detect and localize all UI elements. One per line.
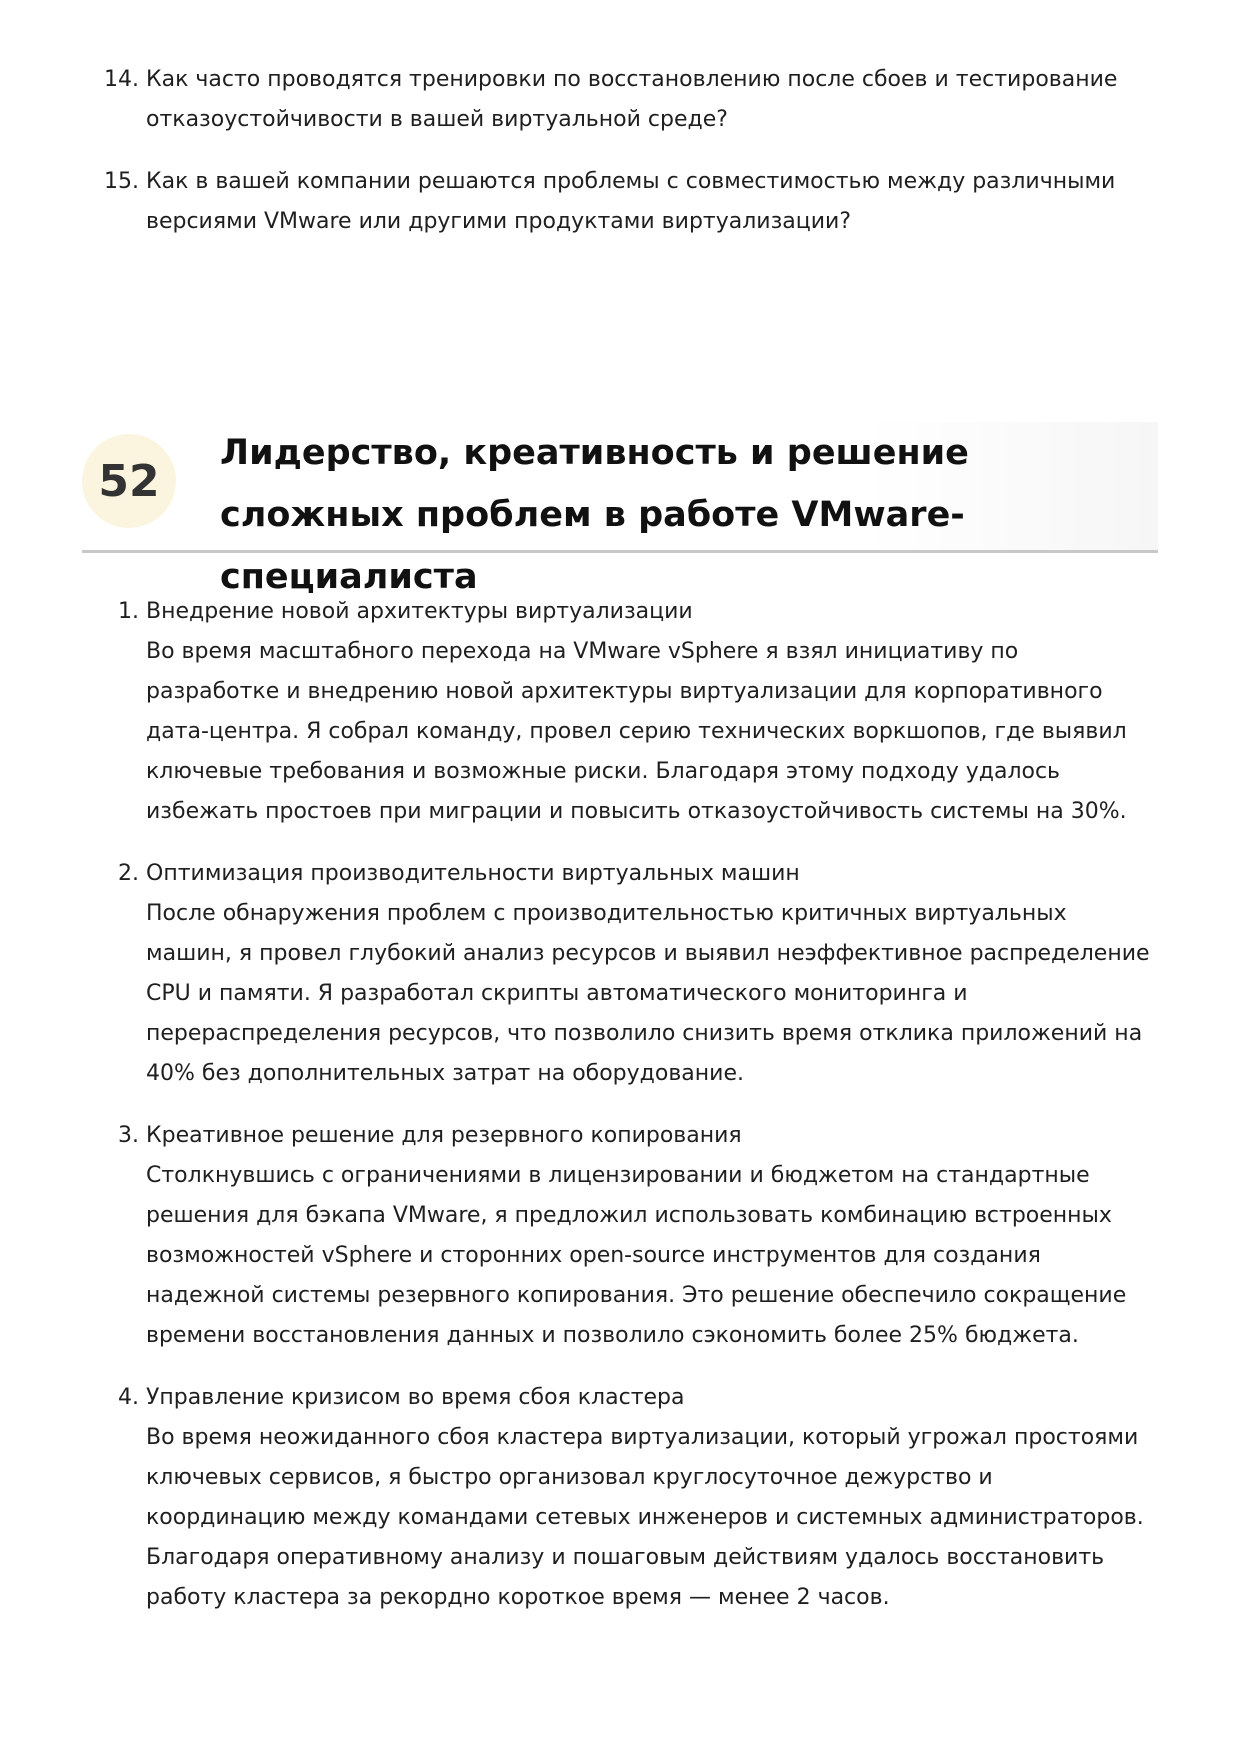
section-divider [82, 550, 1158, 553]
list-item [0, 60, 1136, 140]
answer-body: После обнаружения проблем с производительностью критичных виртуальных машин, я провел глубокий анализ ресурсов и выявил неэффективное распределение CPU и памяти. Я разработал скрипты автоматического мониторинга и перераспределения ресурсов, что позволило снизить время отклика приложений на 40% без дополнительных затрат на оборудование. [146, 901, 1150, 1086]
list-item [0, 592, 1156, 832]
answer-number: 4. [118, 1385, 139, 1410]
question-list [0, 60, 1239, 264]
answer-number: 2. [118, 861, 139, 886]
section-title: Лидерство, креативность и решение сложных проблем в работе VMware-специалиста [220, 433, 969, 597]
answer-title: Креативное решение для резервного копирования [146, 1123, 742, 1148]
list-item [0, 1116, 1156, 1356]
answer-title: Внедрение новой архитектуры виртуализации [146, 599, 693, 624]
section-header [82, 422, 1158, 597]
answer-body: Во время неожиданного сбоя кластера виртуализации, который угрожал простоями ключевых сервисов, я быстро организовал круглосуточное дежурство и координацию между командами сетевых инженеров и системных администраторов. Благодаря оперативному анализу и пошаговым действиям удалось восстановить работу кластера за рекордно короткое время — менее 2 часов. [146, 1425, 1144, 1610]
answer-body: Столкнувшись с ограничениями в лицензировании и бюджетом на стандартные решения для бэкапа VMware, я предложил использовать комбинацию встроенных возможностей vSphere и сторонних open-source инструментов для создания надежной системы резервного копирования. Это решение обеспечило сокращение времени восстановления данных и позволило сэкономить более 25% бюджета. [146, 1163, 1127, 1348]
question-text: Как часто проводятся тренировки по восстановлению после сбоев и тестирование отказоустойчивости в вашей виртуальной среде? [146, 67, 1118, 132]
answer-list [0, 592, 1239, 1640]
answer-body: Во время масштабного перехода на VMware vSphere я взял инициативу по разработке и внедрению новой архитектуры виртуализации для корпоративного дата-центра. Я собрал команду, провел серию технических воркшопов, где выявил ключевые требования и возможные риски. Благодаря этому подходу удалось избежать простоев при миграции и повысить отказоустойчивость системы на 30%. [146, 639, 1127, 824]
question-text: Как в вашей компании решаются проблемы с совместимостью между различными версиями VMware или другими продуктами виртуализации? [146, 169, 1116, 234]
list-item [0, 162, 1136, 242]
question-number: 14. [104, 67, 139, 92]
answer-number: 1. [118, 599, 139, 624]
answer-number: 3. [118, 1123, 139, 1148]
question-number: 15. [104, 169, 139, 194]
section-number-badge: 52 [82, 434, 176, 528]
list-item [0, 854, 1156, 1094]
answer-title: Оптимизация производительности виртуальных машин [146, 861, 800, 886]
answer-title: Управление кризисом во время сбоя кластера [146, 1385, 685, 1410]
list-item [0, 1378, 1156, 1618]
